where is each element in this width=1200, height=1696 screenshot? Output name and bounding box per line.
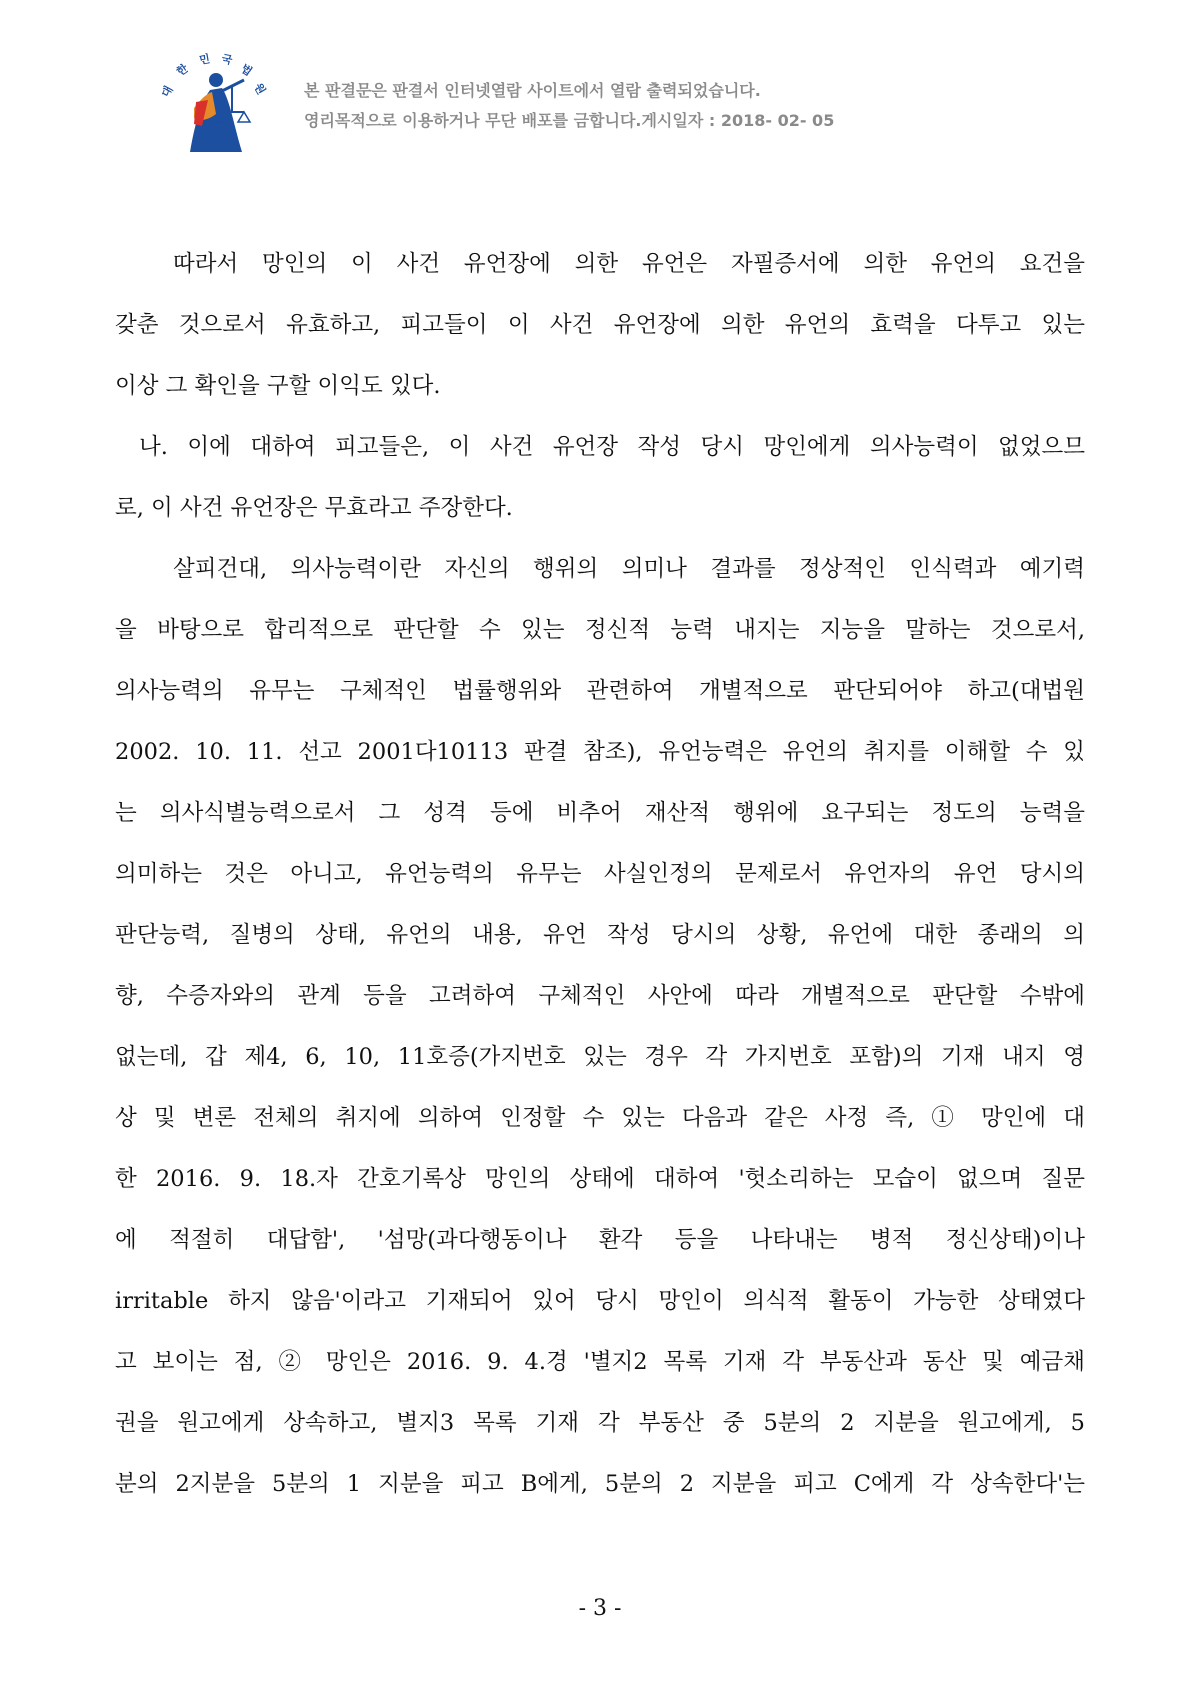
text-line: 이상 그 확인을 구할 이익도 있다. — [115, 373, 441, 399]
svg-text:법: 법 — [238, 61, 255, 79]
text-line: 없는데, 갑 제4, 6, 10, 11호증(가지번호 있는 경우 각 가지번호 포함)의 기재 내지 영 — [115, 1044, 1085, 1070]
text-line: 에 적절히 대답함', '섬망(과다행동이나 환각 등을 나타내는 병적 정신상태)이나 — [115, 1227, 1085, 1253]
judgment-body — [115, 246, 1085, 1527]
svg-text:원: 원 — [251, 81, 268, 97]
text-line: 갖춘 것으로서 유효하고, 피고들이 이 사건 유언장에 의한 유언의 효력을 다투고 있는 — [115, 312, 1085, 338]
text-line: 한 2016. 9. 18.자 간호기록상 망인의 상태에 대하여 '헛소리하는 모습이 없으며 질문 — [115, 1166, 1085, 1192]
text-line: 2002. 10. 11. 선고 2001다10113 판결 참조), 유언능력은 유언의 취지를 이해할 수 있 — [115, 739, 1085, 765]
svg-text:민: 민 — [198, 52, 211, 67]
text-line: 의사능력의 유무는 구체적인 법률행위와 관련하여 개별적으로 판단되어야 하고(대법원 — [115, 678, 1085, 704]
svg-text:대: 대 — [159, 83, 176, 100]
text-line: 살피건대, 의사능력이란 자신의 행위의 의미나 결과를 정상적인 인식력과 예기력 — [173, 556, 1085, 582]
text-line: 로, 이 사건 유언장은 무효라고 주장한다. — [115, 495, 513, 521]
text-line: 는 의사식별능력으로서 그 성격 등에 비추어 재산적 행위에 요구되는 정도의 능력을 — [115, 800, 1085, 826]
text-line: 판단능력, 질병의 상태, 유언의 내용, 유언 작성 당시의 상황, 유언에 대한 종래의 의 — [115, 922, 1085, 948]
text-line: 권을 원고에게 상속하고, 별지3 목록 기재 각 부동산 중 5분의 2 지분을 원고에게, 5 — [115, 1410, 1085, 1436]
text-line: 의미하는 것은 아니고, 유언능력의 유무는 사실인정의 문제로서 유언자의 유언 당시의 — [115, 861, 1085, 887]
text-line: 을 바탕으로 합리적으로 판단할 수 있는 정신적 능력 내지는 지능을 말하는 것으로서, — [115, 617, 1085, 643]
text-line: 향, 수증자와의 관계 등을 고려하여 구체적인 사안에 따라 개별적으로 판단할 수밖에 — [115, 983, 1085, 1009]
publication-notice — [304, 76, 834, 136]
text-line: 상 및 변론 전체의 취지에 의하여 인정할 수 있는 다음과 같은 사정 즉, ① 망인에 대 — [115, 1105, 1085, 1131]
page-number: - 3 - — [578, 1596, 622, 1621]
svg-text:한: 한 — [174, 61, 191, 79]
text-line: 나. 이에 대하여 피고들은, 이 사건 유언장 작성 당시 망인에게 의사능력이 없었으므 — [139, 434, 1085, 460]
text-line: 따라서 망인의 이 사건 유언장에 의한 유언은 자필증서에 의한 유언의 요건을 — [173, 251, 1085, 277]
text-line: irritable 하지 않음'이라고 기재되어 있어 당시 망인이 의식적 활동이 가능한 상태였다 — [115, 1288, 1085, 1314]
text-line: 분의 2지분을 5분의 1 지분을 피고 B에게, 5분의 2 지분을 피고 C에게 각 상속한다'는 — [115, 1471, 1085, 1497]
notice-line-2: 영리목적으로 이용하거나 무단 배포를 금합니다.게시일자 : 2018- 02- 05 — [304, 111, 835, 130]
text-line: 고 보이는 점, ② 망인은 2016. 9. 4.경 '별지2 목록 기재 각 부동산과 동산 및 예금채 — [115, 1349, 1085, 1375]
svg-text:국: 국 — [220, 52, 234, 68]
court-logo-icon — [150, 42, 280, 162]
notice-line-1: 본 판결문은 판결서 인터넷열람 사이트에서 열람 출력되었습니다. — [304, 81, 761, 100]
header — [150, 42, 910, 162]
